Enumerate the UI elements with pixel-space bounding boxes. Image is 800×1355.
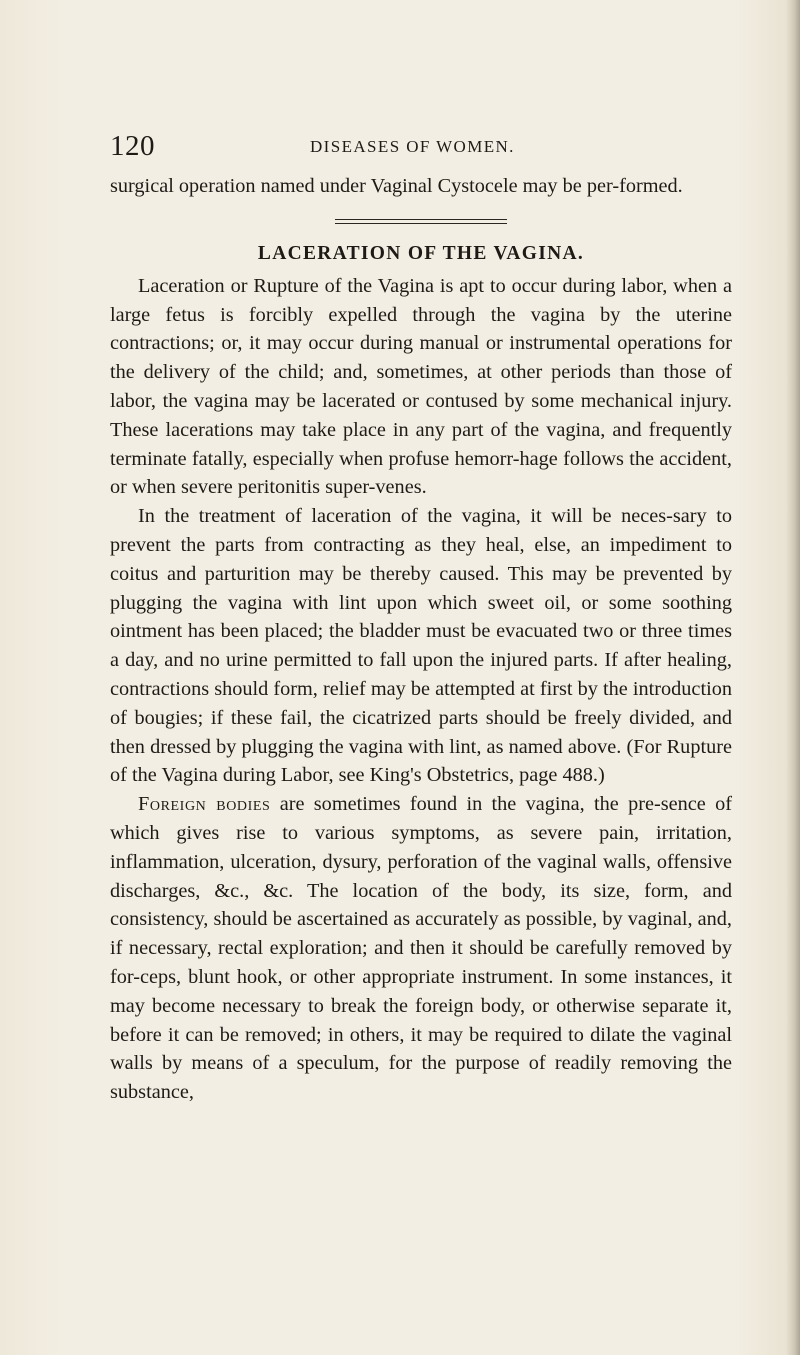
divider-rule-top <box>335 219 507 220</box>
opening-paragraph: surgical operation named under Vaginal Cystocele may be per-formed. <box>110 175 683 197</box>
paragraph-laceration: Laceration or Rupture of the Vagina is apt to occur during labor, when a large fetus is forcibly expelled through the vagina by the uterine contractions; or, it may occur during manual or instrumental operations for the delivery of the child; and, sometimes, at other periods than those of labor, the vagina may be lacerated or contused by some mechanical injury. These lacerations may take place in any part of the vagina, and frequently terminate fatally, especially when profuse hemorr-hage follows the accident, or when severe peritonitis super-venes. <box>110 274 732 499</box>
divider-rule-bottom <box>335 223 507 224</box>
foreign-bodies-text: are sometimes found in the vagina, the pre-sence of which gives rise to various symptoms, as severe pain, irritation, inflammation, ulceration, dysury, perforation of the vaginal walls, offensive discharges, &c., &c. The location of the body, its size, form, and consistency, should be ascertained as accurately as possible, by vaginal, and, if necessary, rectal exploration; and then it should be carefully removed by for-ceps, blunt hook, or other appropriate instrument. In some instances, it may become necessary to break the foreign body, or otherwise separate it, before it can be removed; in others, it may be required to dilate the vaginal walls by means of a speculum, for the purpose of readily removing the substance, <box>110 793 732 1104</box>
body-text <box>110 172 732 1107</box>
running-head <box>110 126 730 166</box>
paragraph-treatment: In the treatment of laceration of the vagina, it will be neces-sary to prevent the parts from contracting as they heal, else, an impediment to coitus and parturition may be thereby caused. This may be prevented by plugging the vagina with lint upon which sweet oil, or some soothing ointment has been placed; the bladder must be evacuated two or three times a day, and no urine permitted to fall upon the injured parts. If after healing, contractions should form, relief may be attempted at first by the introduction of bougies; if these fail, the cicatrized parts should be freely divided, and then dressed by plugging the vagina with lint, as named above. (For Rupture of the Vagina during Labor, see King's Obstetrics, page 488.) <box>110 505 732 787</box>
foreign-bodies-lead: Foreign bodies <box>138 793 271 816</box>
paragraph-foreign-bodies <box>110 790 732 1107</box>
section-divider <box>335 219 507 224</box>
running-title: DISEASES OF WOMEN. <box>310 137 515 156</box>
section-heading: LACERATION OF THE VAGINA. <box>257 242 585 264</box>
page-number: 120 <box>110 130 155 162</box>
page-edge-shadow <box>786 0 800 1355</box>
